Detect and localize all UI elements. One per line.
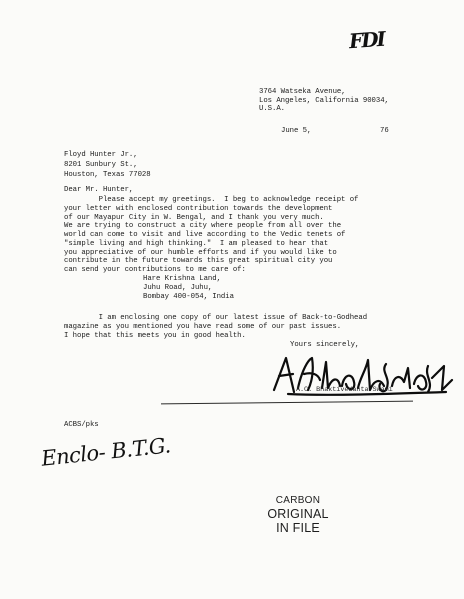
- sender-address: [259, 88, 389, 114]
- sender-address-line: Los Angeles, California 90034,: [259, 96, 389, 105]
- stamp-line-original: ORIGINAL: [267, 507, 329, 521]
- body-line: We are trying to construct a city where people from all over the: [64, 222, 342, 231]
- body-line: "simple living and high thinking." I am pleased to hear that: [64, 239, 329, 248]
- recipient-address: [64, 150, 151, 180]
- signer-name: A.C. Bhaktivedanta Swami: [296, 386, 393, 394]
- reference-initials: ACBS/pks: [64, 421, 99, 429]
- body-line: can send your contributions to me care of:: [64, 266, 246, 274]
- body-line: I am enclosing one copy of our latest issue of Back-to-Godhead: [64, 314, 368, 322]
- file-mark: FDI: [348, 26, 385, 54]
- stamp-line-carbon: CARBON: [275, 495, 321, 506]
- body-line: you appreciative of our humble efforts and if you would like to: [64, 248, 337, 257]
- sender-address-line: U.S.A.: [259, 105, 285, 114]
- date-month-day: June 5,: [281, 127, 312, 135]
- care-of-address: [143, 275, 234, 301]
- recipient-address-line: Houston, Texas 77028: [64, 171, 151, 179]
- carbon-original-stamp: [258, 495, 338, 535]
- handwritten-enclosure-note: Enclo- B.T.G.: [40, 433, 172, 471]
- body-line: I hope that this meets you in good health.: [64, 331, 246, 340]
- date-year: 76: [380, 127, 389, 135]
- body-line: of our Mayapur City in W. Bengal, and I thank you very much.: [64, 213, 324, 222]
- body-line: your letter with enclosed contribution towards the development: [64, 204, 333, 213]
- body-line: contribute in the future towards this great spiritual city you: [64, 257, 333, 266]
- sender-address-line: 3764 Watseka Avenue,: [259, 88, 346, 96]
- letter-date: [281, 127, 311, 136]
- recipient-address-line: Floyd Hunter Jr.,: [64, 151, 138, 159]
- recipient-address-line: 8201 Sunbury St.,: [64, 161, 138, 169]
- stamp-line-in-file: IN FILE: [276, 521, 320, 535]
- body-line: world can come to visit and live according to the Vedic tenets of: [64, 231, 346, 239]
- closing: Yours sincerely,: [290, 341, 360, 349]
- letter-year: [380, 127, 389, 136]
- salutation: Dear Mr. Hunter,: [64, 186, 134, 194]
- body-paragraph-2: [64, 314, 367, 340]
- care-of-line: Juhu Road, Juhu,: [143, 283, 213, 292]
- body-line: Please accept my greetings. I beg to acknowledge receipt of: [64, 196, 359, 204]
- signature-rule: [161, 401, 413, 405]
- care-of-line: Bombay 400-054, India: [143, 292, 234, 301]
- body-line: magazine as you mentioned you have read some of our past issues.: [64, 322, 342, 331]
- care-of-line: Hare Krishna Land,: [143, 275, 221, 283]
- body-paragraph-1: [64, 196, 358, 275]
